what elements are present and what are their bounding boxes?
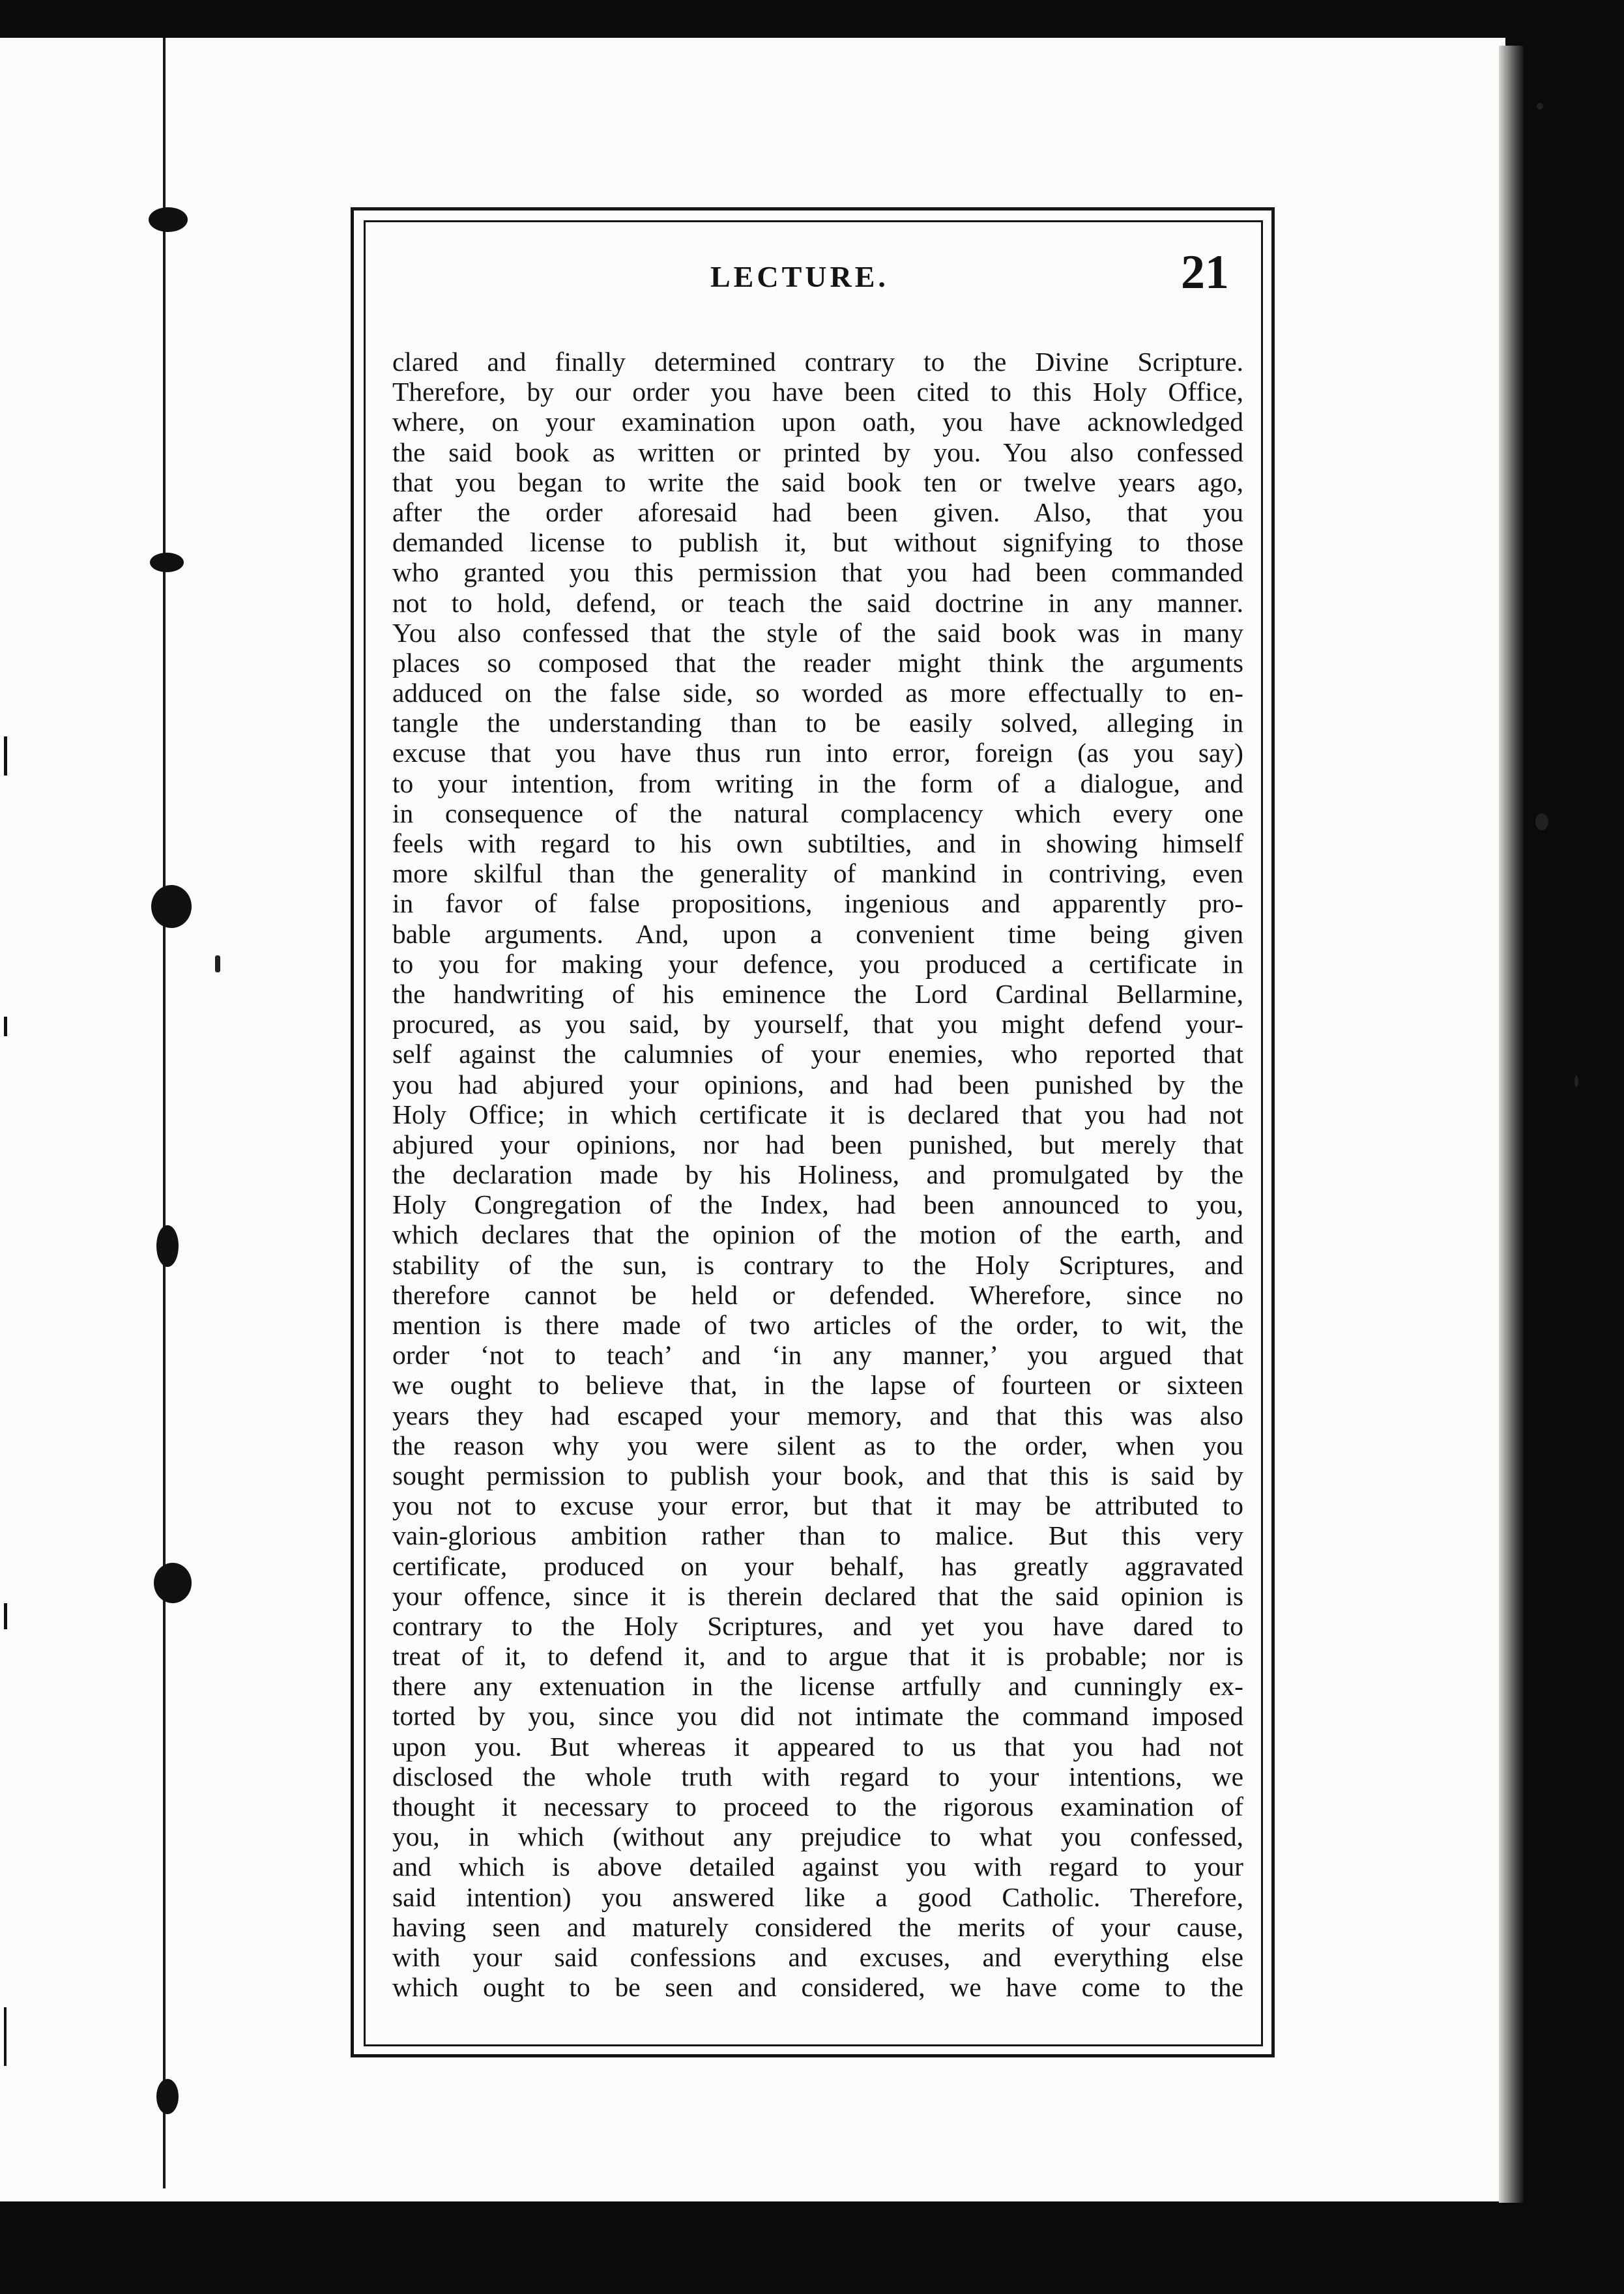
text-line: more skilful than the generality of mankind in contriving, even <box>392 858 1243 889</box>
text-line: years they had escaped your memory, and that this was also <box>392 1400 1243 1430</box>
text-line: said intention) you answered like a good Catholic. Therefore, <box>392 1881 1243 1912</box>
text-line: not to hold, defend, or teach the said doctrine in any manner. <box>392 587 1243 618</box>
text-line: stability of the sun, is contrary to the Holy Scriptures, and <box>392 1249 1243 1280</box>
text-line: having seen and maturely considered the merits of your cause, <box>392 1911 1243 1942</box>
text-line: and which is above detailed against you with regard to your <box>392 1851 1243 1882</box>
scan-speck <box>1535 813 1548 830</box>
text-line: you had abjured your opinions, and had been punished by the <box>392 1069 1243 1099</box>
text-line: vain-glorious ambition rather than to malice. But this very <box>392 1520 1243 1551</box>
binding-stitch <box>151 885 192 928</box>
scan-speck <box>1574 1075 1578 1087</box>
text-line: Holy Office; in which certificate it is declared that you had not <box>392 1099 1243 1129</box>
text-line: there any extenuation in the license artfully and cunningly ex- <box>392 1671 1243 1702</box>
text-line: feels with regard to his own subtilties, and in showing himself <box>392 828 1243 858</box>
binding-stitch <box>149 207 188 232</box>
binding-stitch <box>150 553 184 572</box>
text-line: torted by you, since you did not intimate the command imposed <box>392 1701 1243 1732</box>
text-line: which ought to be seen and considered, we have come to the <box>392 1972 1243 2003</box>
text-line: after the order aforesaid had been given. Also, that you <box>392 497 1243 527</box>
text-line: the said book as written or printed by you. You also confessed <box>392 437 1243 467</box>
binding-stitch <box>156 2079 179 2114</box>
text-line: the declaration made by his Holiness, and promulgated by the <box>392 1159 1243 1190</box>
text-line: your offence, since it is therein declared that the said opinion is <box>392 1580 1243 1611</box>
text-line: who granted you this permission that you had been commanded <box>392 557 1243 588</box>
text-line: mention is there made of two articles of the order, to wit, the <box>392 1310 1243 1340</box>
text-line: that you began to write the said book ten or twelve years ago, <box>392 467 1243 497</box>
text-line: sought permission to publish your book, and that this is said by <box>392 1460 1243 1490</box>
edge-mark <box>4 1603 7 1629</box>
text-line: in favor of false propositions, ingenious and apparently pro- <box>392 888 1243 919</box>
text-line: where, on your examination upon oath, you have acknowledged <box>392 407 1243 437</box>
binding-stitch <box>154 1563 192 1603</box>
text-line: in consequence of the natural complacency which every one <box>392 798 1243 828</box>
text-line: tangle the understanding than to be easily solved, alleging in <box>392 708 1243 738</box>
text-line: you not to excuse your error, but that it may be attributed to <box>392 1490 1243 1521</box>
body-text <box>392 347 1243 2002</box>
text-line: abjured your opinions, nor had been punished, but merely that <box>392 1129 1243 1159</box>
text-line: self against the calumnies of your enemies, who reported that <box>392 1039 1243 1069</box>
scan-speck <box>1537 103 1543 109</box>
text-line: the handwriting of his eminence the Lord Cardinal Bellarmine, <box>392 978 1243 1009</box>
text-line: certificate, produced on your behalf, has greatly aggravated <box>392 1550 1243 1581</box>
edge-mark <box>4 1017 7 1036</box>
text-line: with your said confessions and excuses, and everything else <box>392 1941 1243 1972</box>
text-line: you, in which (without any prejudice to what you confessed, <box>392 1822 1243 1852</box>
text-line: therefore cannot be held or defended. Wherefore, since no <box>392 1279 1243 1310</box>
text-line: treat of it, to defend it, and to argue that it is probable; nor is <box>392 1641 1243 1672</box>
text-line: to you for making your defence, you produced a certificate in <box>392 948 1243 979</box>
text-line: bable arguments. And, upon a convenient time being given <box>392 918 1243 949</box>
text-line: to your intention, from writing in the form of a dialogue, and <box>392 768 1243 798</box>
text-line: adduced on the false side, so worded as more effectually to en- <box>392 678 1243 708</box>
text-line: Therefore, by our order you have been cited to this Holy Office, <box>392 377 1243 407</box>
text-line: order ‘not to teach’ and ‘in any manner,’ you argued that <box>392 1340 1243 1371</box>
page-number: 21 <box>1181 246 1229 299</box>
text-line: Holy Congregation of the Index, had been announced to you, <box>392 1189 1243 1220</box>
text-line: we ought to believe that, in the lapse of fourteen or sixteen <box>392 1370 1243 1401</box>
text-line: excuse that you have thus run into error, foreign (as you say) <box>392 738 1243 768</box>
text-line: the reason why you were silent as to the order, when you <box>392 1430 1243 1460</box>
text-line: You also confessed that the style of the said book was in many <box>392 617 1243 648</box>
scan-speck <box>215 955 220 972</box>
page-edge-shadow <box>1499 46 1524 2203</box>
binding-stitch <box>156 1225 179 1267</box>
text-line: thought it necessary to proceed to the rigorous examination of <box>392 1792 1243 1822</box>
text-line: upon you. But whereas it appeared to us that you had not <box>392 1731 1243 1762</box>
text-line: disclosed the whole truth with regard to your intentions, we <box>392 1761 1243 1792</box>
text-line: which declares that the opinion of the motion of the earth, and <box>392 1219 1243 1250</box>
text-line: demanded license to publish it, but without signifying to those <box>392 527 1243 558</box>
edge-mark <box>4 736 7 776</box>
text-line: places so composed that the reader might think the arguments <box>392 647 1243 678</box>
text-line: clared and finally determined contrary to the Divine Scripture. <box>392 347 1243 377</box>
text-line: contrary to the Holy Scriptures, and yet you have dared to <box>392 1610 1243 1641</box>
edge-mark <box>4 2007 7 2066</box>
text-line: procured, as you said, by yourself, that you might defend your- <box>392 1009 1243 1039</box>
running-head: LECTURE. <box>710 260 889 293</box>
binding-thread <box>163 38 166 2188</box>
